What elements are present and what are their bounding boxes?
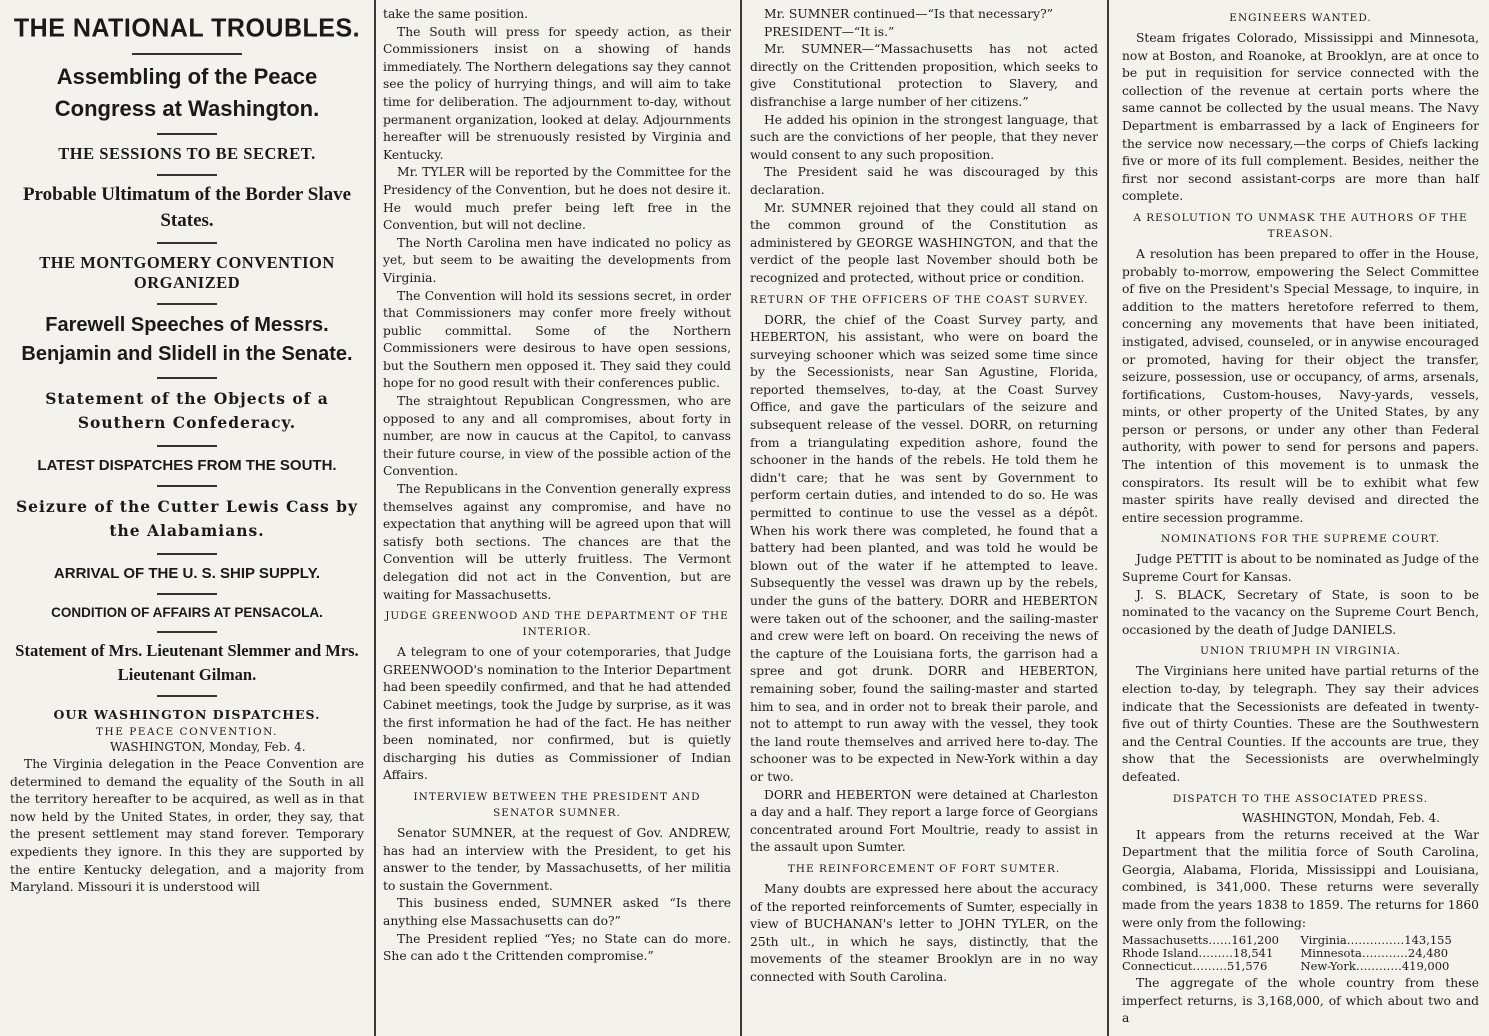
militia-returns-table — [1122, 934, 1479, 973]
dateline: WASHINGTON, Monday, Feb. 4. — [110, 740, 306, 754]
table-cell: Virginia……………143,155 — [1300, 933, 1452, 948]
table-cell: Rhode Island………18,541 — [1122, 946, 1274, 961]
article-paragraph: DORR and HEBERTON were detained at Charleston a day and a half. They report a large force of Georgians concentrated around Fort Moultrie, ready to assist in the assault upon Sumter. — [750, 787, 1098, 855]
article-paragraph: The South will press for speedy action, as their Commissioners insist on a showing of hands immediately. The Northern delegations say they cannot see the policy of hurrying things, and will aim to take time for deliberation. The adjournment to-day, without permanent organization, looked at delay. Adjournments hereafter will be strenuously resisted by Virginia and Kentucky. — [383, 24, 731, 162]
article-paragraph: The President replied “Yes; no State can do more. She can ado t the Crittenden compromise.” — [383, 931, 731, 964]
article-paragraph: Mr. TYLER will be reported by the Committee for the Presidency of the Convention, but he does not desire it. He would much prefer being left free in the Convention, but will not decline. — [383, 165, 731, 233]
deck-headline: CONDITION OF AFFAIRS AT PENSACOLA. — [51, 605, 323, 620]
article-paragraph: The Virginia delegation in the Peace Convention are determined to demand the equality of the South in all the territory hereafter to be acquired, as well as in that now held by the United States, in order, they say, that the present settlement may stand forever. Temporary expedients they ignore. In this they are supported by the entire Kentucky delegation, and a majority from Maryland. Missouri it is understood will — [10, 757, 364, 895]
article-paragraph: A resolution has been prepared to offer in the House, probably to-morrow, empowering the Select Committee of five on the President's Special Message, to inquire, in addition to the matters heretofore referred to them, concerning any movements that have been initiated, instigated, advised, counseled, or in anywise encouraged or promoted, having for their object the transfer, seizure, possession, use or occupancy, of arms, arsenals, fortifications, Custom-houses, Navy-yards, vessels, mints, or other property of the United States, by any person or persons, or under any other than Federal authority, with power to send for persons and papers. The intention of this movement is to unmask the conspirators. Its result will be to exhibit what few master spirits have really devised and directed the entire secession programme. — [1122, 246, 1479, 525]
column-rule — [740, 0, 742, 1036]
deck-headline: Seizure of the Cutter Lewis Cass by the Alabamians. — [15, 497, 359, 540]
table-cell: New-York…………419,000 — [1300, 959, 1450, 974]
article-paragraph: The President said he was discouraged by this declaration. — [750, 165, 1098, 197]
section-heading: DISPATCH TO THE ASSOCIATED PRESS. — [1172, 792, 1429, 805]
deck-headline: LATEST DISPATCHES FROM THE SOUTH. — [37, 457, 337, 474]
article-paragraph: J. S. BLACK, Secretary of State, is soon to be nominated to the vacancy on the Supreme Court Bench, occasioned by the death of Judge DANIELS. — [1122, 587, 1479, 637]
article-paragraph: It appears from the returns received at the War Department that the militia force of South Carolina, Georgia, Alabama, Florida, Mississippi and Louisiana, combined, is 341,000. These returns were severally made from the years 1838 to 1859. The returns for 1860 were only from the following: — [1122, 827, 1479, 930]
deck-headline: Assembling of the Peace Congress at Washington. — [54, 64, 320, 121]
article-paragraph: PRESIDENT—“It is.” — [764, 24, 895, 39]
article-column-3 — [746, 0, 1104, 1036]
section-heading: A RESOLUTION TO UNMASK THE AUTHORS OF THE TREASON. — [1133, 211, 1468, 240]
article-paragraph: The Republicans in the Convention generally express themselves against any compromise, and have no expectation that anything will be agreed upon that will satisfy both sections. The chances are that the Convention will be utterly fruitless. The Vermont delegation did not act in the Convention, but are waiting for Massachusetts. — [383, 482, 731, 602]
section-heading: RETURN OF THE OFFICERS OF THE COAST SURVEY. — [750, 293, 1089, 306]
deck-headline: THE MONTGOMERY CONVENTION ORGANIZED — [39, 253, 335, 292]
article-paragraph: The aggregate of the whole country from these imperfect returns, is 3,168,000, of which about two and a — [1122, 976, 1479, 1026]
article-paragraph: Mr. SUMNER continued—“Is that necessary?” — [764, 7, 1054, 21]
section-heading: THE REINFORCEMENT OF FORT SUMTER. — [787, 862, 1061, 875]
column-rule — [1107, 0, 1109, 1036]
table-row — [1122, 960, 1479, 973]
main-headline: THE NATIONAL TROUBLES. — [13, 13, 361, 43]
article-paragraph: The North Carolina men have indicated no policy as yet, but seem to be awaiting the developments from Virginia. — [383, 235, 731, 285]
article-paragraph: The Convention will hold its sessions secret, in order that Commissioners may confer more freely without public committal. Some of the Northern Commissioners were desirous to have open sessions, but the Southern men opposed it. They said they could hope for no good result with their conferences public. — [383, 288, 731, 391]
article-paragraph: Steam frigates Colorado, Mississippi and Minnesota, now at Boston, and Roanoke, at Brooklyn, are at once to be put in requisition for service connected with the collection of the revenue at certain ports where the same cannot be collected by the usual means. The Navy Department is embarrassed by a lack of Engineers for the service now necessary,—the corps of Chiefs lacking five or more of its full complement. Besides, neither the first nor second assistant-corps are more than half complete. — [1122, 31, 1479, 204]
deck-headline: Statement of the Objects of a Southern Confederacy. — [45, 389, 329, 432]
section-subhead: OUR WASHINGTON DISPATCHES. — [53, 707, 321, 722]
section-subhead-secondary: THE PEACE CONVENTION. — [96, 726, 278, 738]
deck-headline: Farewell Speeches of Messrs. Benjamin and Slidell in the Senate. — [21, 314, 353, 365]
section-heading: ENGINEERS WANTED. — [1229, 12, 1372, 24]
article-paragraph: This business ended, SUMNER asked “Is there anything else Massachusetts can do?” — [383, 896, 731, 928]
article-paragraph: Mr. SUMNER rejoined that they could all stand on the common ground of the Constitution as administered by GEORGE WASHINGTON, and that the verdict of the people last November should both be recognized and protected, without price or condition. — [750, 200, 1098, 285]
article-paragraph: A telegram to one of your cotemporaries, that Judge GREENWOOD's nomination to the Interior Department had been speedily confirmed, and that he had attended Cabinet meetings, took the Judge by surprise, as it was the first information he had of the fact. He has neither been nominated, nor confirmed, but is quietly discharging his duties as Commissioner of Indian Affairs. — [383, 645, 731, 783]
headline-column — [0, 0, 372, 1036]
deck-headline: Probable Ultimatum of the Border Slave States. — [22, 184, 352, 231]
article-paragraph: DORR, the chief of the Coast Survey party, and HEBERTON, his assistant, who were on board the surveying schooner which was seized some time since by the Secessionists, near San Agustine, Florida, reported themselves, to-day, at the Coast Survey Office, and gave the particulars of the seizure and subsequent release of the vessel. DORR, on returning from a triangulating expedition ashore, found the schooner in the hands of the rebels. He told them he didn't care; that he was sent by Government to perform certain duties, and intended to do so. He was permitted to continue to use the vessel as a dépôt. When his work there was completed, he found that a battery had been planted, and was told he would be blown out of the water if he attempted to leave. Subsequently the vessel was drawn up by the rebels, under the guns of the battery. DORR and HEBERTON were taken out of the schooner, and the sailing-master and crew were left on board. On receiving the news of the capture of the Louisiana forts, the garrison had a spree and got drunk. DORR and HEBERTON, remaining sober, found the sailing-master and started him to sea, and in order not to break their parole, and not to attempt to run away with the vessel, they took the land route themselves and arrived here to-day. The schooner was to be expected in New-York within a day or two. — [750, 312, 1098, 784]
article-paragraph: Mr. SUMNER—“Massachusetts has not acted directly on the Crittenden proposition, which seeks to give Constitutional protection to Slavery, and disfranchise a large number of her citizens.” — [750, 42, 1098, 109]
deck-headline: ARRIVAL OF THE U. S. SHIP SUPPLY. — [53, 565, 321, 582]
table-cell: Connecticut………51,576 — [1122, 959, 1268, 974]
divider — [157, 695, 217, 697]
article-column-4 — [1112, 0, 1489, 1036]
article-paragraph: Many doubts are expressed here about the accuracy of the reported reinforcements of Sumter, especially in view of BUCHANAN's letter to JOHN TYLER, on the 25th ult., in which he says, distinctly, that the movements of the steamer Brooklyn are in no way connected with South Carolina. — [750, 881, 1098, 984]
section-heading: INTERVIEW BETWEEN THE PRESIDENT AND SENATOR SUMNER. — [413, 790, 701, 819]
deck-headline: THE SESSIONS TO BE SECRET. — [58, 144, 316, 163]
section-heading: JUDGE GREENWOOD AND THE DEPARTMENT OF THE INTERIOR. — [385, 610, 729, 639]
article-paragraph: The straightout Republican Congressmen, who are opposed to any and all compromises, about forty in number, are now in caucus at the Capitol, to canvass their future course, in view of the possible action of the Convention. — [383, 394, 731, 479]
table-cell: Minnesota…………24,480 — [1300, 946, 1449, 961]
table-cell: Massachusetts……161,200 — [1122, 933, 1279, 948]
article-paragraph: Judge PETTIT is about to be nominated as Judge of the Supreme Court for Kansas. — [1122, 552, 1479, 585]
article-column-2 — [379, 0, 737, 1036]
article-paragraph: He added his opinion in the strongest language, that such are the convictions of her people, that they never would consent to any such proposition. — [750, 112, 1098, 162]
section-heading: NOMINATIONS FOR THE SUPREME COURT. — [1160, 533, 1441, 546]
dateline: WASHINGTON, Mondah, Feb. 4. — [1242, 810, 1441, 825]
article-paragraph: take the same position. — [383, 7, 529, 21]
article-paragraph: Senator SUMNER, at the request of Gov. ANDREW, has had an interview with the President, to get his answer to the tender, by Massachusetts, of her militia to sustain the Government. — [383, 825, 731, 893]
section-heading: UNION TRIUMPH IN VIRGINIA. — [1200, 645, 1401, 658]
column-rule — [374, 0, 376, 1036]
article-paragraph: The Virginians here united have partial returns of the election to-day, by telegraph. They say their advices indicate that the Secessionists are defeated in twenty-five out of thirty Counties. These are the Southwestern and the Central Counties. If the accounts are true, they show that the Secessionists are overwhelmingly defeated. — [1122, 664, 1479, 784]
deck-headline: Statement of Mrs. Lieutenant Slemmer and Mrs. Lieutenant Gilman. — [15, 641, 359, 684]
